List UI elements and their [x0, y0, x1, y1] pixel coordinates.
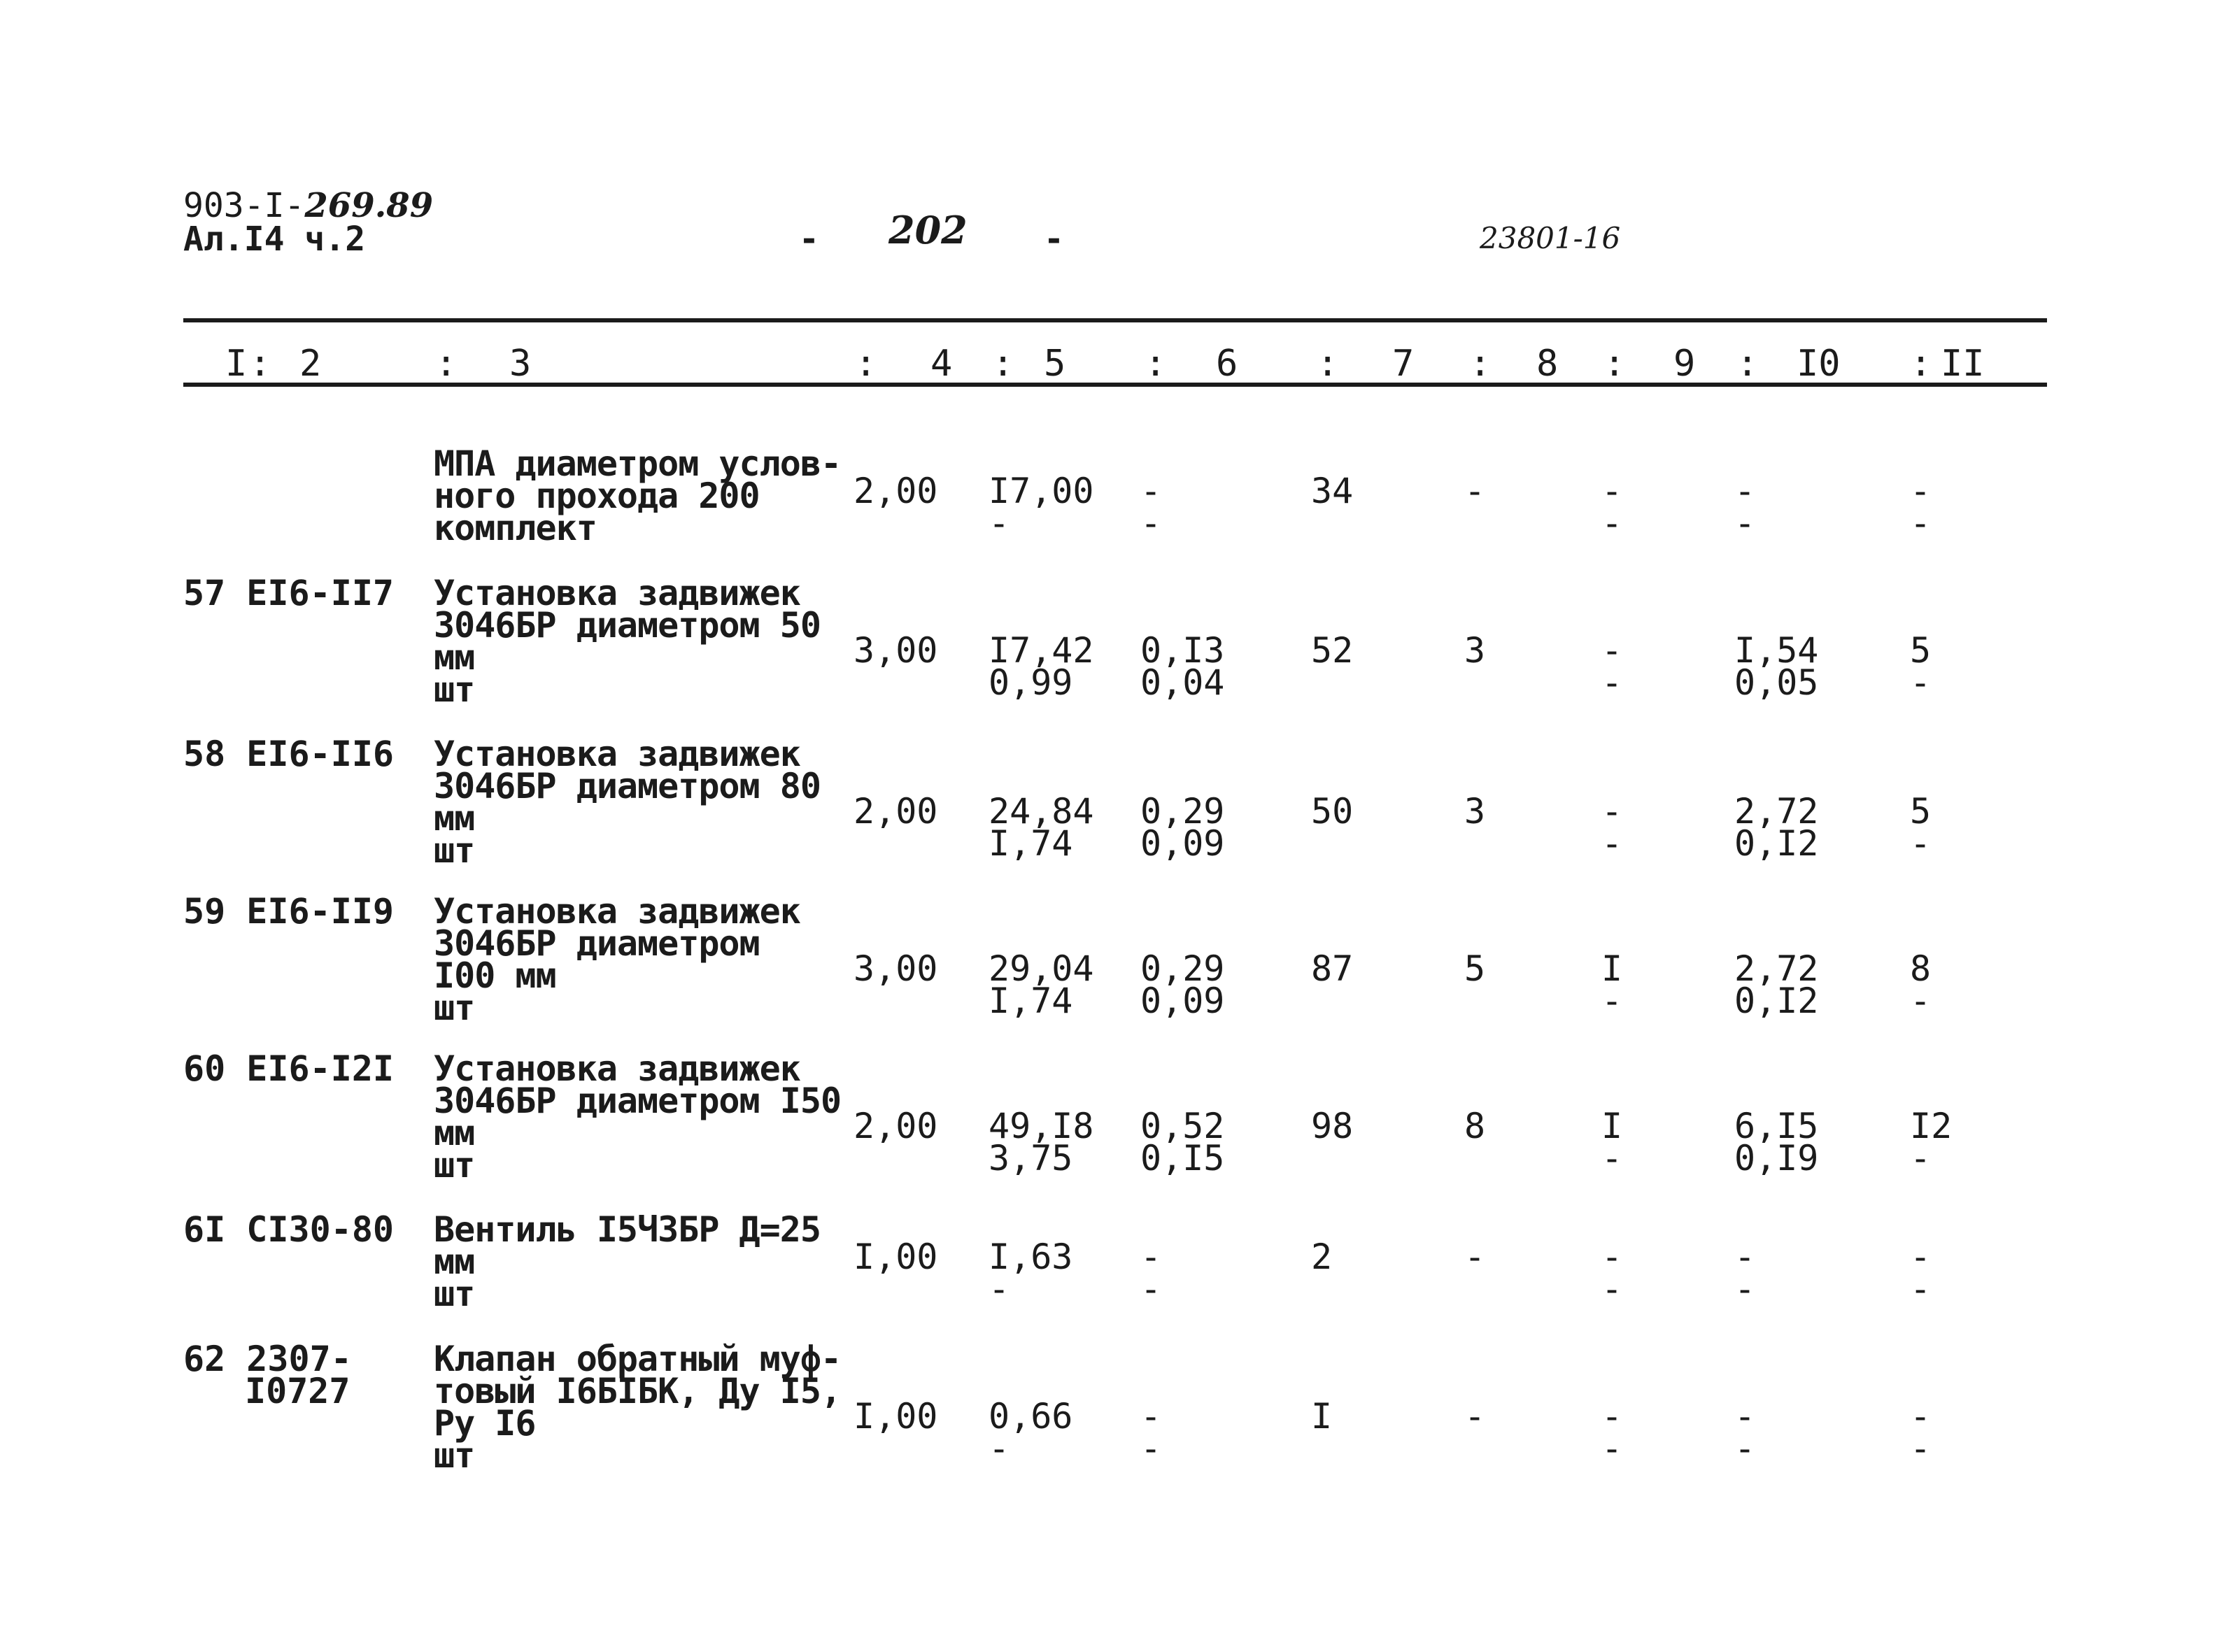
col-3: 3: [509, 343, 532, 385]
cell-col-6: -: [1140, 471, 1162, 511]
cell-col-7: 34: [1311, 471, 1354, 511]
cell-col-5: I7,42: [989, 630, 1094, 671]
stamp-number: 23801-16: [1480, 221, 1621, 255]
col-sep: :: [855, 343, 877, 385]
cell-col-9-sub: -: [1601, 823, 1623, 864]
cell-col-6-sub: -: [1140, 1269, 1162, 1309]
cell-col-10-sub: 0,I2: [1734, 981, 1819, 1021]
cell-col-10-sub: 0,I9: [1734, 1138, 1819, 1179]
cell-col-6-sub: 0,04: [1140, 662, 1225, 703]
doc-handwritten-number: 269.89: [304, 186, 434, 225]
col-sep: :: [1317, 343, 1339, 385]
table-row: [0, 1046, 2231, 1206]
cell-col-5: 0,66: [989, 1396, 1073, 1437]
page-dash-right: -: [1044, 220, 1064, 259]
top-rule: [183, 318, 2047, 322]
row-code: 60 EI6-I2I: [183, 1048, 395, 1089]
cell-col-4: 2,00: [854, 1106, 938, 1146]
cell-col-6-sub: -: [1140, 1428, 1162, 1469]
cell-col-11: 5: [1910, 630, 1932, 671]
cell-col-10: 6,I5: [1734, 1106, 1819, 1146]
cell-col-8: -: [1464, 1396, 1486, 1437]
header-rule: [183, 383, 2047, 387]
cell-col-4: I,00: [854, 1396, 938, 1437]
row-code: 57 EI6-II7: [183, 573, 395, 613]
cell-col-5: 49,I8: [989, 1106, 1094, 1146]
cell-col-4: 2,00: [854, 791, 938, 832]
cell-col-6: -: [1140, 1237, 1162, 1277]
cell-col-11: -: [1910, 1237, 1932, 1277]
cell-col-4: 3,00: [854, 948, 938, 989]
cell-col-11: 8: [1910, 948, 1932, 989]
cell-col-11: -: [1910, 471, 1932, 511]
page-dash-left: -: [799, 220, 819, 259]
cell-col-10: 2,72: [1734, 948, 1819, 989]
cell-col-8: 3: [1464, 630, 1486, 671]
doc-prefix: 903-I-: [183, 186, 305, 225]
cell-col-9: -: [1601, 630, 1623, 671]
col-8: 8: [1536, 343, 1559, 385]
cell-col-9: -: [1601, 791, 1623, 832]
cell-col-10: -: [1734, 471, 1756, 511]
cell-col-6-sub: 0,09: [1140, 823, 1225, 864]
cell-col-11: I2: [1910, 1106, 1953, 1146]
row-description: Клапан обратный муф- товый I6БIБК, Ду I5, Ру I6 шт: [434, 1339, 842, 1476]
table-row: [0, 1336, 2231, 1497]
cell-col-7: 98: [1311, 1106, 1354, 1146]
col-6: 6: [1216, 343, 1238, 385]
cell-col-6: 0,29: [1140, 948, 1225, 989]
cell-col-4: I,00: [854, 1237, 938, 1277]
col-sep: :: [992, 343, 1014, 385]
cell-col-8: 5: [1464, 948, 1486, 989]
cell-col-9-sub: -: [1601, 503, 1623, 543]
table-row: [0, 888, 2231, 1049]
col-4: 4: [930, 343, 953, 385]
cell-col-9: -: [1601, 1237, 1623, 1277]
cell-col-10: -: [1734, 1396, 1756, 1437]
cell-col-9-sub: -: [1601, 1138, 1623, 1179]
cell-col-6-sub: 0,09: [1140, 981, 1225, 1021]
row-code: 59 EI6-II9: [183, 891, 395, 932]
cell-col-9: I: [1601, 948, 1623, 989]
cell-col-5: 24,84: [989, 791, 1094, 832]
cell-col-11-sub: -: [1910, 503, 1932, 543]
cell-col-6-sub: 0,I5: [1140, 1138, 1225, 1179]
cell-col-10-sub: -: [1734, 1269, 1756, 1309]
row-description: МПА диаметром услов- ного прохода 200 комплект: [434, 443, 842, 548]
cell-col-4: 3,00: [854, 630, 938, 671]
row-description: Установка задвижек 3046БР диаметром I00 мм шт: [434, 891, 800, 1028]
cell-col-6: 0,52: [1140, 1106, 1225, 1146]
doc-designation: [183, 186, 434, 225]
cell-col-10-sub: 0,05: [1734, 662, 1819, 703]
cell-col-11-sub: -: [1910, 1428, 1932, 1469]
cell-col-11-sub: -: [1910, 823, 1932, 864]
col-sep: :: [1469, 343, 1492, 385]
col-sep: :: [1603, 343, 1626, 385]
cell-col-9: -: [1601, 1396, 1623, 1437]
cell-col-5-sub: -: [989, 1428, 1010, 1469]
cell-col-6: -: [1140, 1396, 1162, 1437]
row-code: 58 EI6-II6: [183, 734, 395, 774]
row-description: Установка задвижек 3046БР диаметром 50 мм шт: [434, 573, 821, 710]
cell-col-6: 0,29: [1140, 791, 1225, 832]
row-description: Установка задвижек 3046БР диаметром I50 мм шт: [434, 1048, 842, 1185]
cell-col-5: I,63: [989, 1237, 1073, 1277]
cell-col-5-sub: I,74: [989, 981, 1073, 1021]
cell-col-5: I7,00: [989, 471, 1094, 511]
col-10: I0: [1797, 343, 1841, 385]
album-label: Ал.I4 ч.2: [183, 220, 366, 259]
col-sep: :: [1145, 343, 1167, 385]
cell-col-11-sub: -: [1910, 662, 1932, 703]
cell-col-11-sub: -: [1910, 1138, 1932, 1179]
col-sep: :: [435, 343, 458, 385]
col-5: 5: [1044, 343, 1066, 385]
cell-col-8: -: [1464, 1237, 1486, 1277]
cell-col-5: 29,04: [989, 948, 1094, 989]
table-row: [0, 731, 2231, 892]
cell-col-9: -: [1601, 471, 1623, 511]
cell-col-5-sub: I,74: [989, 823, 1073, 864]
cell-col-10-sub: -: [1734, 503, 1756, 543]
cell-col-4: 2,00: [854, 471, 938, 511]
cell-col-8: 8: [1464, 1106, 1486, 1146]
cell-col-7: 50: [1311, 791, 1354, 832]
cell-col-8: -: [1464, 471, 1486, 511]
cell-col-11: -: [1910, 1396, 1932, 1437]
cell-col-10: I,54: [1734, 630, 1819, 671]
cell-col-9: I: [1601, 1106, 1623, 1146]
row-code: 62 2307- I0727: [183, 1339, 352, 1411]
cell-col-9-sub: -: [1601, 981, 1623, 1021]
table-row: [0, 570, 2231, 731]
col-sep: :: [1736, 343, 1759, 385]
cell-col-7: 87: [1311, 948, 1354, 989]
cell-col-7: 2: [1311, 1237, 1333, 1277]
cell-col-6-sub: -: [1140, 503, 1162, 543]
cell-col-7: I: [1311, 1396, 1333, 1437]
row-description: Вентиль I5Ч3БР Д=25 мм шт: [434, 1209, 821, 1314]
col-9: 9: [1673, 343, 1696, 385]
cell-col-11-sub: -: [1910, 981, 1932, 1021]
cell-col-5-sub: 3,75: [989, 1138, 1073, 1179]
cell-col-10: 2,72: [1734, 791, 1819, 832]
page-number: 202: [888, 208, 968, 252]
cell-col-5-sub: 0,99: [989, 662, 1073, 703]
cell-col-8: 3: [1464, 791, 1486, 832]
cell-col-7: 52: [1311, 630, 1354, 671]
cell-col-5-sub: -: [989, 1269, 1010, 1309]
col-11: II: [1941, 343, 1985, 385]
row-code: 6I CI30-80: [183, 1209, 395, 1250]
cell-col-10-sub: 0,I2: [1734, 823, 1819, 864]
cell-col-9-sub: -: [1601, 662, 1623, 703]
cell-col-6: 0,I3: [1140, 630, 1225, 671]
col-1: I: [225, 343, 248, 385]
col-7: 7: [1392, 343, 1415, 385]
cell-col-11: 5: [1910, 791, 1932, 832]
row-description: Установка задвижек 3046БР диаметром 80 мм шт: [434, 734, 821, 871]
cell-col-11-sub: -: [1910, 1269, 1932, 1309]
col-2: 2: [299, 343, 322, 385]
cell-col-10: -: [1734, 1237, 1756, 1277]
cell-col-10-sub: -: [1734, 1428, 1756, 1469]
cell-col-5-sub: -: [989, 503, 1010, 543]
cell-col-9-sub: -: [1601, 1428, 1623, 1469]
col-sep: :: [249, 343, 271, 385]
cell-col-9-sub: -: [1601, 1269, 1623, 1309]
col-sep: :: [1910, 343, 1932, 385]
